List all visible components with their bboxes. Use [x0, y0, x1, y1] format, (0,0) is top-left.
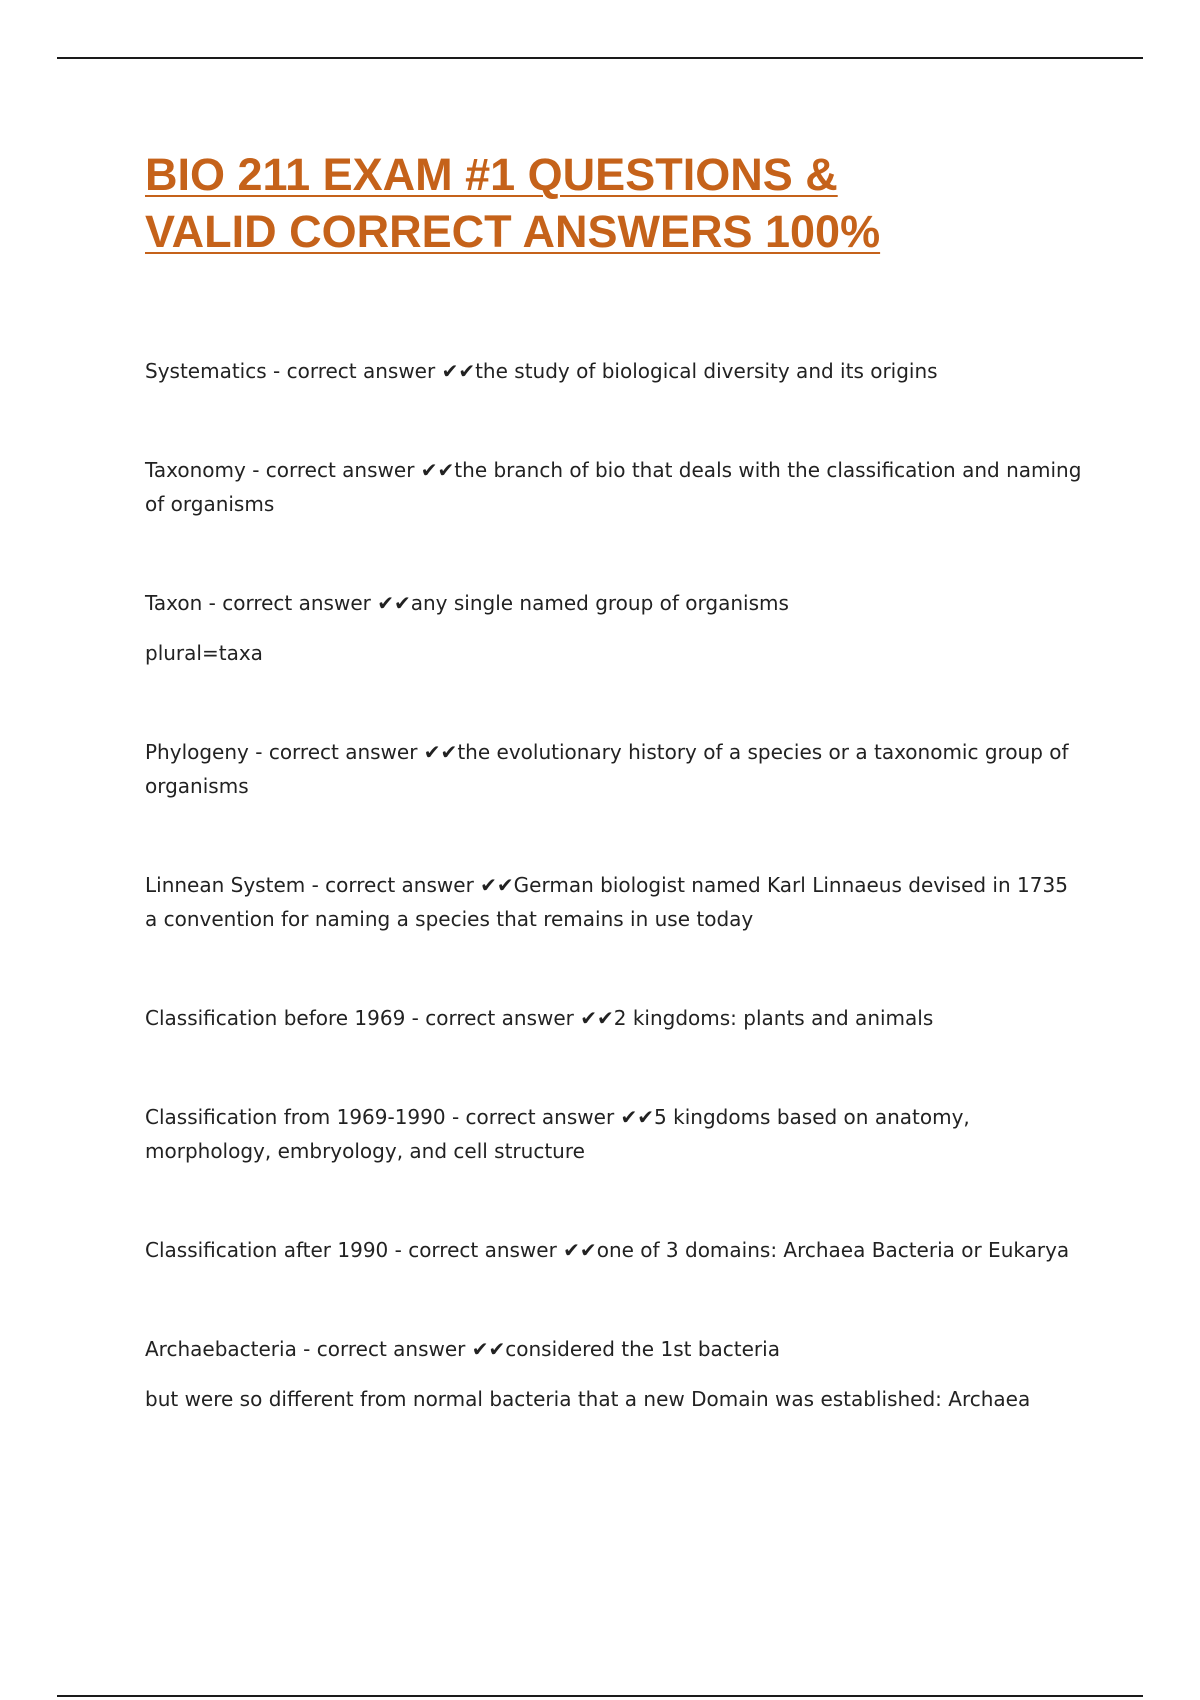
entry-classification-before-1969 — [145, 1001, 1085, 1035]
entry-term: Taxonomy — [145, 458, 246, 482]
entry-classification-after-1990 — [145, 1233, 1085, 1267]
entry-term: Archaebacteria — [145, 1337, 297, 1361]
entry-taxonomy — [145, 453, 1085, 521]
entry-term: Classification before 1969 — [145, 1006, 406, 1030]
entry-term: Classification from 1969-1990 — [145, 1105, 446, 1129]
footer-rule — [57, 1695, 1143, 1697]
answer-marker: - correct answer ✔✔ — [388, 1238, 597, 1262]
header-rule — [57, 57, 1143, 59]
entry-definition: the branch of bio that deals with the classification and naming of organisms — [145, 458, 1082, 516]
entry-linnean-system — [145, 868, 1085, 936]
entry-list — [145, 354, 1085, 1416]
entry-definition: 5 kingdoms based on anatomy, morphology, embryology, and cell structure — [145, 1105, 970, 1163]
answer-marker: - correct answer ✔✔ — [296, 1337, 506, 1361]
entry-definition: German biologist named Karl Linnaeus devised in 1735 a convention for naming a species that remains in use today — [145, 873, 1068, 931]
entry-classification-1969-1990 — [145, 1100, 1085, 1168]
entry-term: Taxon — [145, 591, 203, 615]
entry-definition: 2 kingdoms: plants and animals — [613, 1006, 934, 1030]
title-line-2: VALID CORRECT ANSWERS 100% — [145, 206, 881, 257]
entry-archaebacteria — [145, 1332, 1085, 1416]
answer-marker: - correct answer ✔✔ — [405, 1006, 614, 1030]
title-line-1: BIO 211 EXAM #1 QUESTIONS & — [145, 149, 838, 200]
entry-term: Linnean System — [145, 873, 306, 897]
entry-taxon — [145, 586, 1085, 670]
entry-phylogeny — [145, 735, 1085, 803]
answer-marker: - correct answer ✔✔ — [248, 740, 458, 764]
answer-marker: - correct answer ✔✔ — [202, 591, 411, 615]
document-title — [145, 146, 1105, 260]
entry-definition: considered the 1st bacteria — [505, 1337, 780, 1361]
entry-term: Classification after 1990 — [145, 1238, 389, 1262]
answer-marker: - correct answer ✔✔ — [305, 873, 514, 897]
entry-systematics — [145, 354, 1085, 388]
entry-definition: one of 3 domains: Archaea Bacteria or Eukarya — [596, 1238, 1070, 1262]
entry-definition: any single named group of organisms — [410, 591, 789, 615]
answer-marker: - correct answer ✔✔ — [266, 359, 476, 383]
entry-definition: the study of biological diversity and its origins — [475, 359, 938, 383]
entry-term: Systematics — [145, 359, 267, 383]
answer-marker: - correct answer ✔✔ — [245, 458, 455, 482]
answer-marker: - correct answer ✔✔ — [445, 1105, 655, 1129]
entry-definition: the evolutionary history of a species or a taxonomic group of organisms — [145, 740, 1069, 798]
entry-extra: but were so different from normal bacteria that a new Domain was established: Archaea — [145, 1387, 1031, 1411]
entry-term: Phylogeny — [145, 740, 249, 764]
entry-extra: plural=taxa — [145, 641, 263, 665]
